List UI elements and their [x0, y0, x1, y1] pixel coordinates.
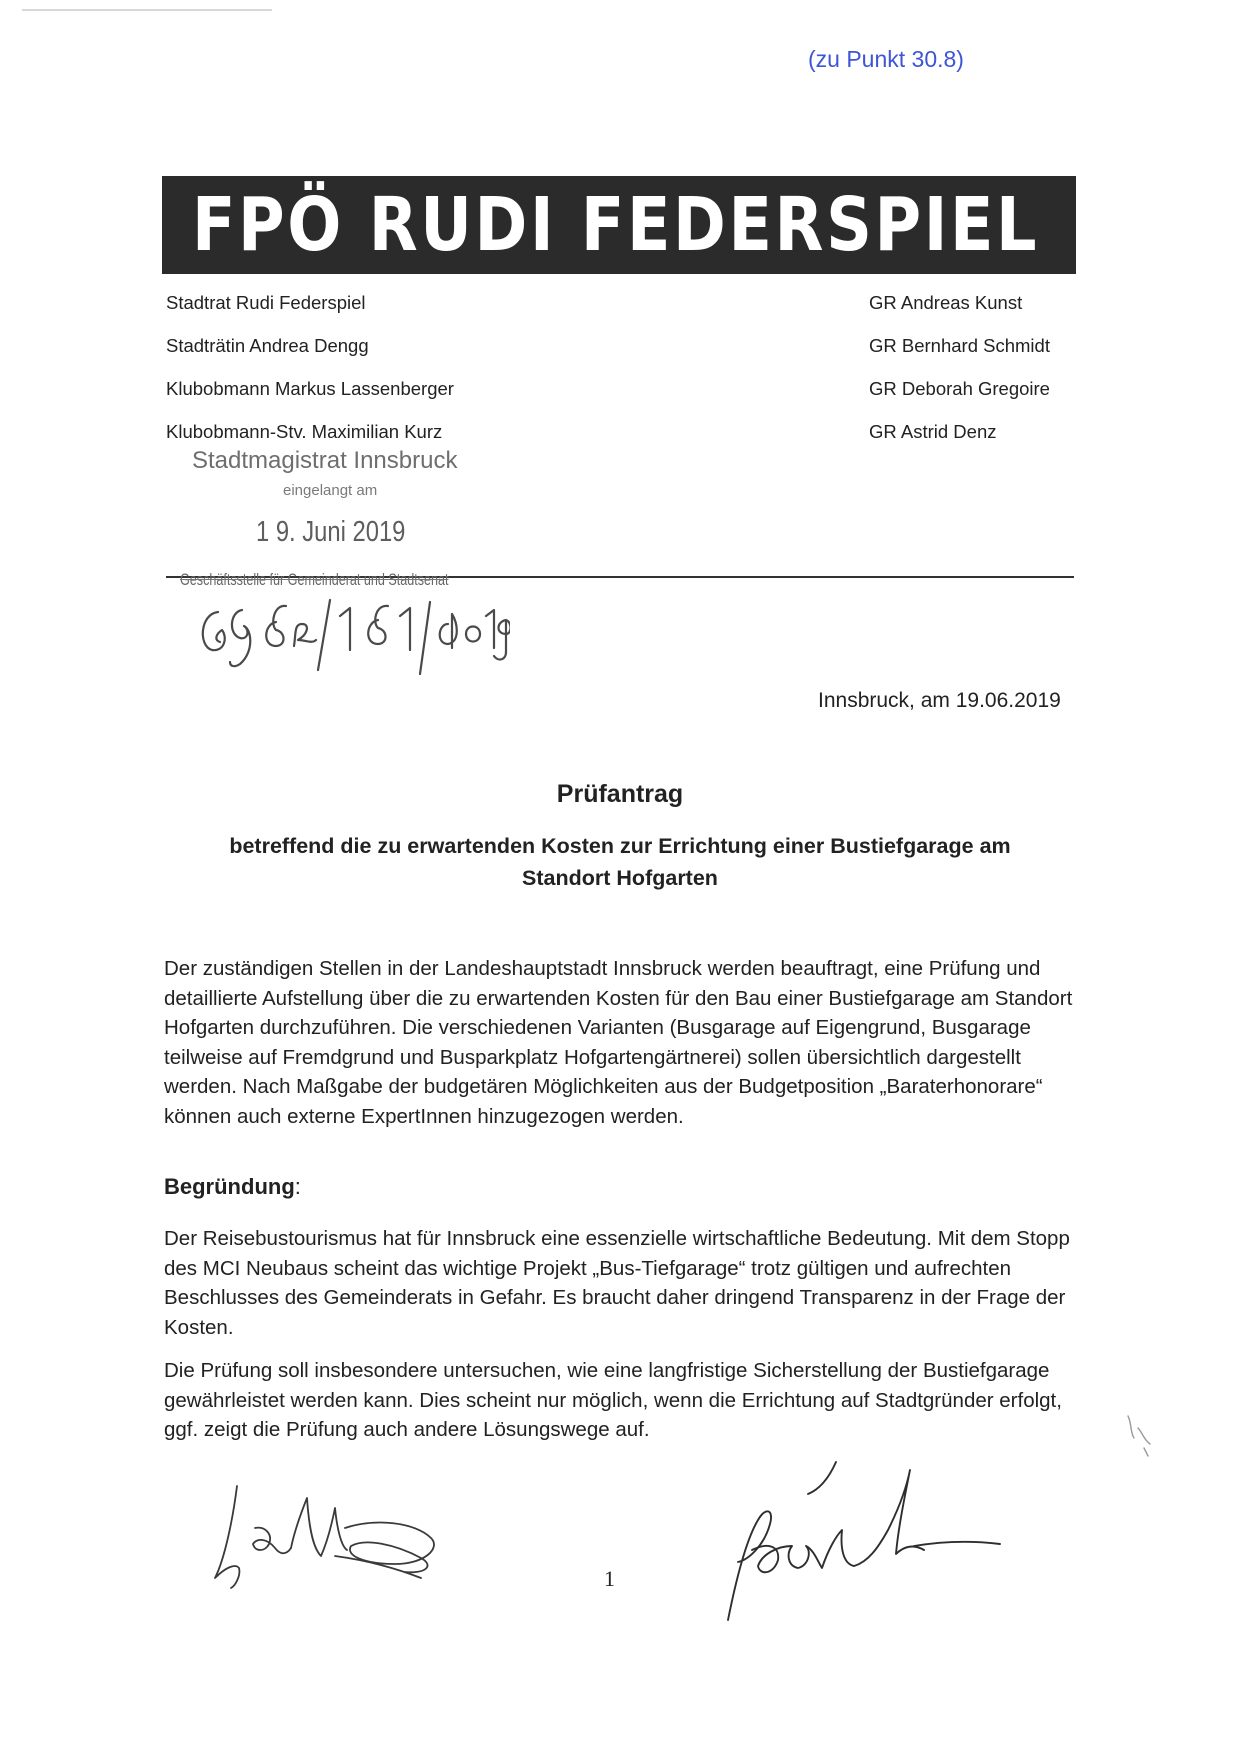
signature-left	[195, 1468, 480, 1613]
place-and-date: Innsbruck, am 19.06.2019	[818, 689, 1061, 712]
member-right-4: GR Astrid Denz	[869, 421, 997, 442]
document-title: Prüfantrag	[556, 780, 684, 808]
subtitle-line-2: Standort Hofgarten	[522, 866, 718, 890]
member-right-1: GR Andreas Kunst	[869, 292, 1023, 313]
stamp-received-label: eingelangt am	[283, 482, 378, 499]
scan-mark	[22, 8, 272, 12]
signature-right	[718, 1450, 1008, 1628]
section-heading	[164, 1174, 301, 1200]
section-heading-text: Begründung	[164, 1174, 295, 1199]
request-paragraph: Der zuständigen Stellen in der Landeshauptstadt Innsbruck werden beauftragt, eine Prüfung und detaillierte Aufstellung über die zu erwartenden Kosten für den Bau einer Bustiefgarage am Standort Hofgarten durchzuführen. Die verschiedenen Varianten (Busgarage auf Eigengrund, Busgarage teilweise auf Fremdgrund und Busparkplatz Hofgartengärtnerei) sollen übersichtlich dargestellt werden. Nach Maßgabe der budgetären Möglichkeiten aus der Budgetposition „Baraterhonorare“ können auch externe ExpertInnen hinzugezogen werden.	[164, 957, 1073, 1128]
reason-paragraph-2: Die Prüfung soll insbesondere untersuchen, wie eine langfristige Sicherstellung der Bustiefgarage gewährleistet werden kann. Dies scheint nur möglich, wenn die Errichtung auf Stadtgründer erfolgt, ggf. zeigt die Prüfung auch andere Lösungswege auf.	[164, 1359, 1062, 1441]
banner-title: FPÖ RUDI FEDERSPIEL	[192, 182, 1040, 268]
party-banner	[162, 176, 1076, 274]
member-right-2: GR Bernhard Schmidt	[869, 335, 1050, 356]
margin-mark	[1124, 1410, 1156, 1460]
handwritten-file-number	[190, 594, 510, 676]
member-left-4: Klubobmann-Stv. Maximilian Kurz	[166, 421, 443, 442]
member-left-1: Stadtrat Rudi Federspiel	[166, 292, 366, 313]
document-subtitle	[170, 830, 1070, 894]
stamp-office: Stadtmagistrat Innsbruck	[192, 447, 458, 474]
subtitle-line-1: betreffend die zu erwartenden Kosten zur Errichtung einer Bustiefgarage am	[229, 834, 1011, 858]
page-number: 1	[604, 1566, 615, 1591]
member-left-3: Klubobmann Markus Lassenberger	[166, 378, 454, 399]
reason-paragraph-1: Der Reisebustourismus hat für Innsbruck eine essenzielle wirtschaftliche Bedeutung. Mit dem Stopp des MCI Neubaus scheint das wichtige Projekt „Bus-Tiefgarage“ trotz gültigen und aufrechten Beschlusses des Gemeinderats in Gefahr. Es braucht daher dringend Transparenz in der Frage der Kosten.	[164, 1227, 1070, 1339]
section-heading-colon: :	[294, 1174, 301, 1199]
stamp-department: Geschäftsstelle für Gemeinderat und Stadtsenat	[180, 570, 449, 589]
member-right-3: GR Deborah Gregoire	[869, 378, 1050, 399]
stamp-date: 1 9. Juni 2019	[256, 516, 406, 548]
member-left-2: Stadträtin Andrea Dengg	[166, 335, 369, 356]
reference-note: (zu Punkt 30.8)	[808, 46, 964, 72]
